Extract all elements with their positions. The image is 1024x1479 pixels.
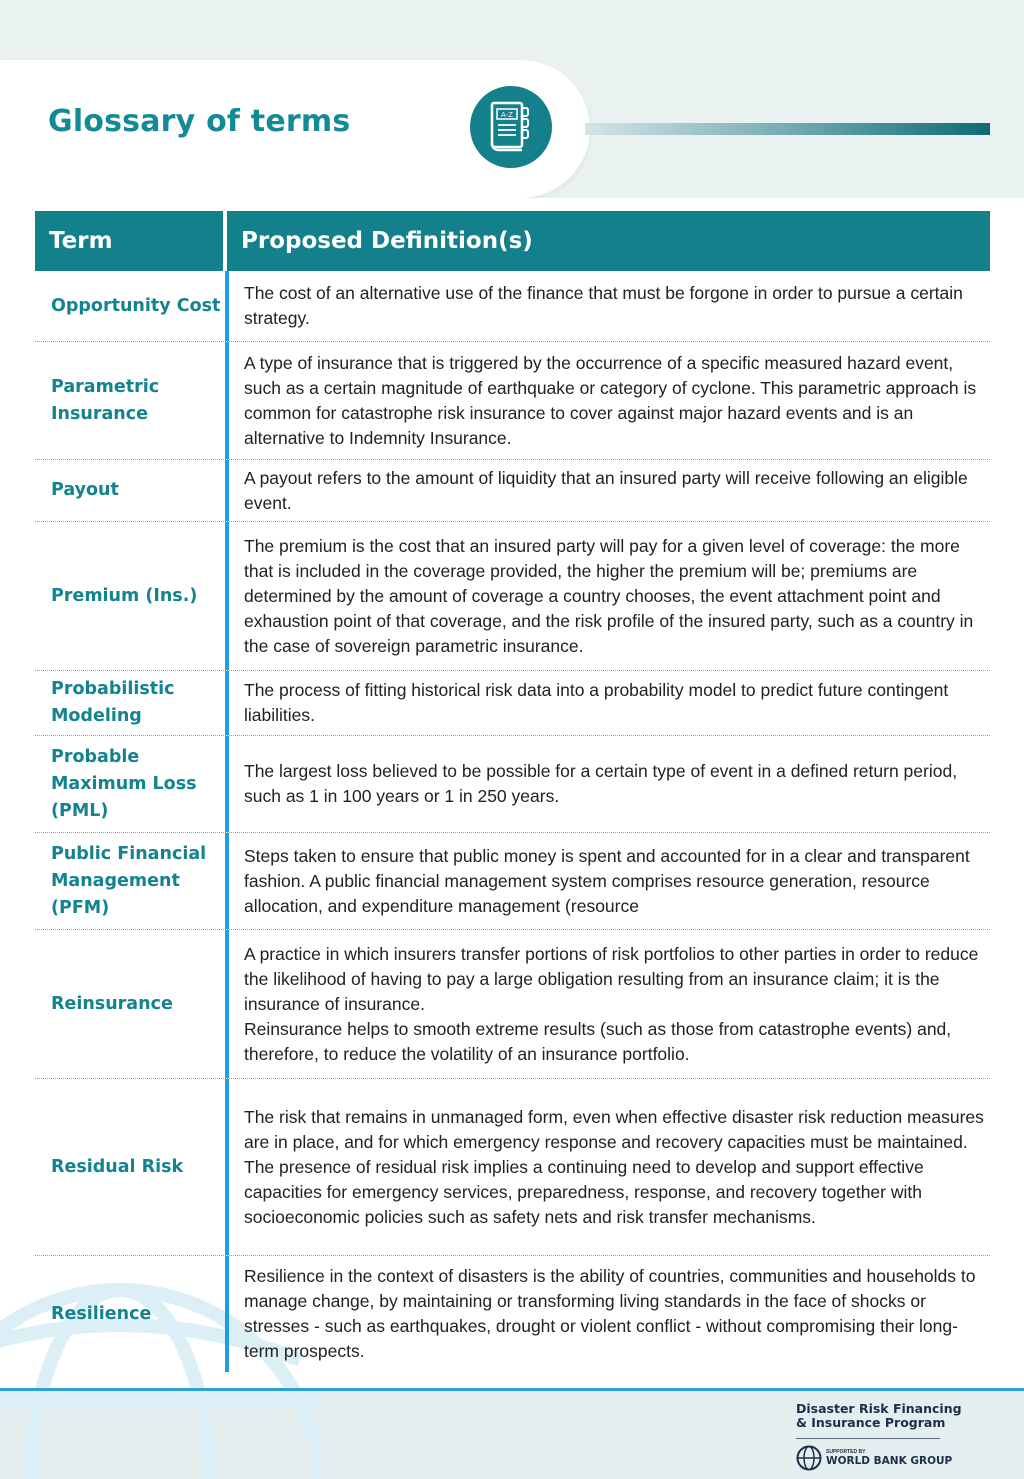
definition-cell <box>229 1079 990 1255</box>
definition-cell <box>229 736 990 832</box>
logo-divider <box>796 1438 940 1439</box>
definition-text: Steps taken to ensure that public money is spent and accounted for in a clear and transparent fashion. A public financial management system comprises resource generation, resource allocation, and expenditure management (resource <box>244 845 970 916</box>
world-bank-logo-icon <box>796 1445 822 1471</box>
term-cell: Reinsurance <box>35 930 229 1078</box>
definition-text: The premium is the cost that an insured party will pay for a given level of coverage: the more that is included in the coverage provided, the higher the premium will be; premiums are determined by the amount of coverage a country chooses, the event attachment point and exhaustion point of that coverage, and the risk profile of the insured party, such as a country in the case of sovereign parametric insurance. <box>244 535 974 656</box>
table-row <box>35 671 990 736</box>
definition-text: The largest loss believed to be possible for a certain type of event in a defined return period, such as 1 in 100 years or 1 in 250 years. <box>244 761 958 806</box>
definition-text: The process of fitting historical risk data into a probability model to predict future contingent liabilities. <box>244 680 949 725</box>
table-row <box>35 930 990 1079</box>
badge-text: A-Z <box>501 111 513 119</box>
term-cell: Opportunity Cost <box>35 271 229 341</box>
glossary-table <box>35 211 990 1372</box>
table-row <box>35 736 990 833</box>
table-row <box>35 1256 990 1372</box>
column-header-definition: Proposed Definition(s) <box>241 228 533 254</box>
definition-cell <box>229 522 990 670</box>
world-bank-group-logo <box>796 1445 976 1471</box>
term-cell: Payout <box>35 460 229 521</box>
definition-text: The risk that remains in unmanaged form, even when effective disaster risk reduction measures are in place, and for which emergency response and recovery capacities must be maintained. The presence of residual risk implies a continuing need to develop and support effective capacities for emergency services, preparedness, response, and recovery together with socioeconomic policies such as safety nets and risk transfer mechanisms. <box>244 1106 984 1227</box>
term-cell: Public Financial Management (PFM) <box>35 833 229 929</box>
header-accent-bar <box>585 123 990 135</box>
term-cell: Probabilistic Modeling <box>35 671 229 735</box>
definition-cell <box>229 833 990 929</box>
table-row <box>35 342 990 460</box>
table-row <box>35 460 990 522</box>
supported-by-label: SUPPORTED BY <box>826 1449 866 1455</box>
definition-text: A practice in which insurers transfer portions of risk portfolios to other parties in order to reduce the likelihood of having to pay a large obligation resulting from an insurance claim; it is the insurance of insurance. Reinsurance helps to smooth extreme results (such as those from catastrophe events) and, therefore, to reduce the volatility of an insurance portfolio. <box>244 943 979 1064</box>
term-cell: Parametric Insurance <box>35 342 229 459</box>
glossary-book-icon <box>470 86 552 168</box>
definition-cell <box>229 342 990 459</box>
definition-cell <box>229 930 990 1078</box>
definition-cell <box>229 671 990 735</box>
program-name: Disaster Risk Financing & Insurance Program <box>796 1401 962 1430</box>
drfip-logo <box>796 1402 976 1471</box>
term-cell: Resilience <box>35 1256 229 1372</box>
table-row <box>35 522 990 671</box>
definition-text: A payout refers to the amount of liquidity that an insured party will receive following an eligible event. <box>244 467 968 513</box>
definition-cell <box>229 1256 990 1372</box>
definition-text: The cost of an alternative use of the finance that must be forgone in order to pursue a certain strategy. <box>244 283 963 328</box>
table-row <box>35 1079 990 1256</box>
definition-text: Resilience in the context of disasters is the ability of countries, communities and households to manage change, by maintaining or transforming living standards in the face of shocks or stresses - such as earthquakes, drought or violent conflict - without compromising their long-term prospects. <box>244 1266 976 1361</box>
table-header <box>35 211 990 271</box>
term-cell: Premium (Ins.) <box>35 522 229 670</box>
definition-text: A type of insurance that is triggered by the occurrence of a specific measured hazard event, such as a certain magnitude of earthquake or category of cyclone. This parametric approach is common for catastrophe risk insurance to cover against major hazard events and is an alternative to Indemnity Insurance. <box>244 352 977 448</box>
definition-cell <box>229 271 990 341</box>
table-row <box>35 271 990 342</box>
footer-rule <box>0 1388 1024 1391</box>
term-cell: Residual Risk <box>35 1079 229 1255</box>
world-bank-group-name: WORLD BANK GROUP <box>826 1455 953 1467</box>
definition-cell <box>229 460 990 521</box>
term-cell: Probable Maximum Loss (PML) <box>35 736 229 832</box>
page-title: Glossary of terms <box>48 104 351 139</box>
column-header-term: Term <box>35 211 227 271</box>
table-row <box>35 833 990 930</box>
